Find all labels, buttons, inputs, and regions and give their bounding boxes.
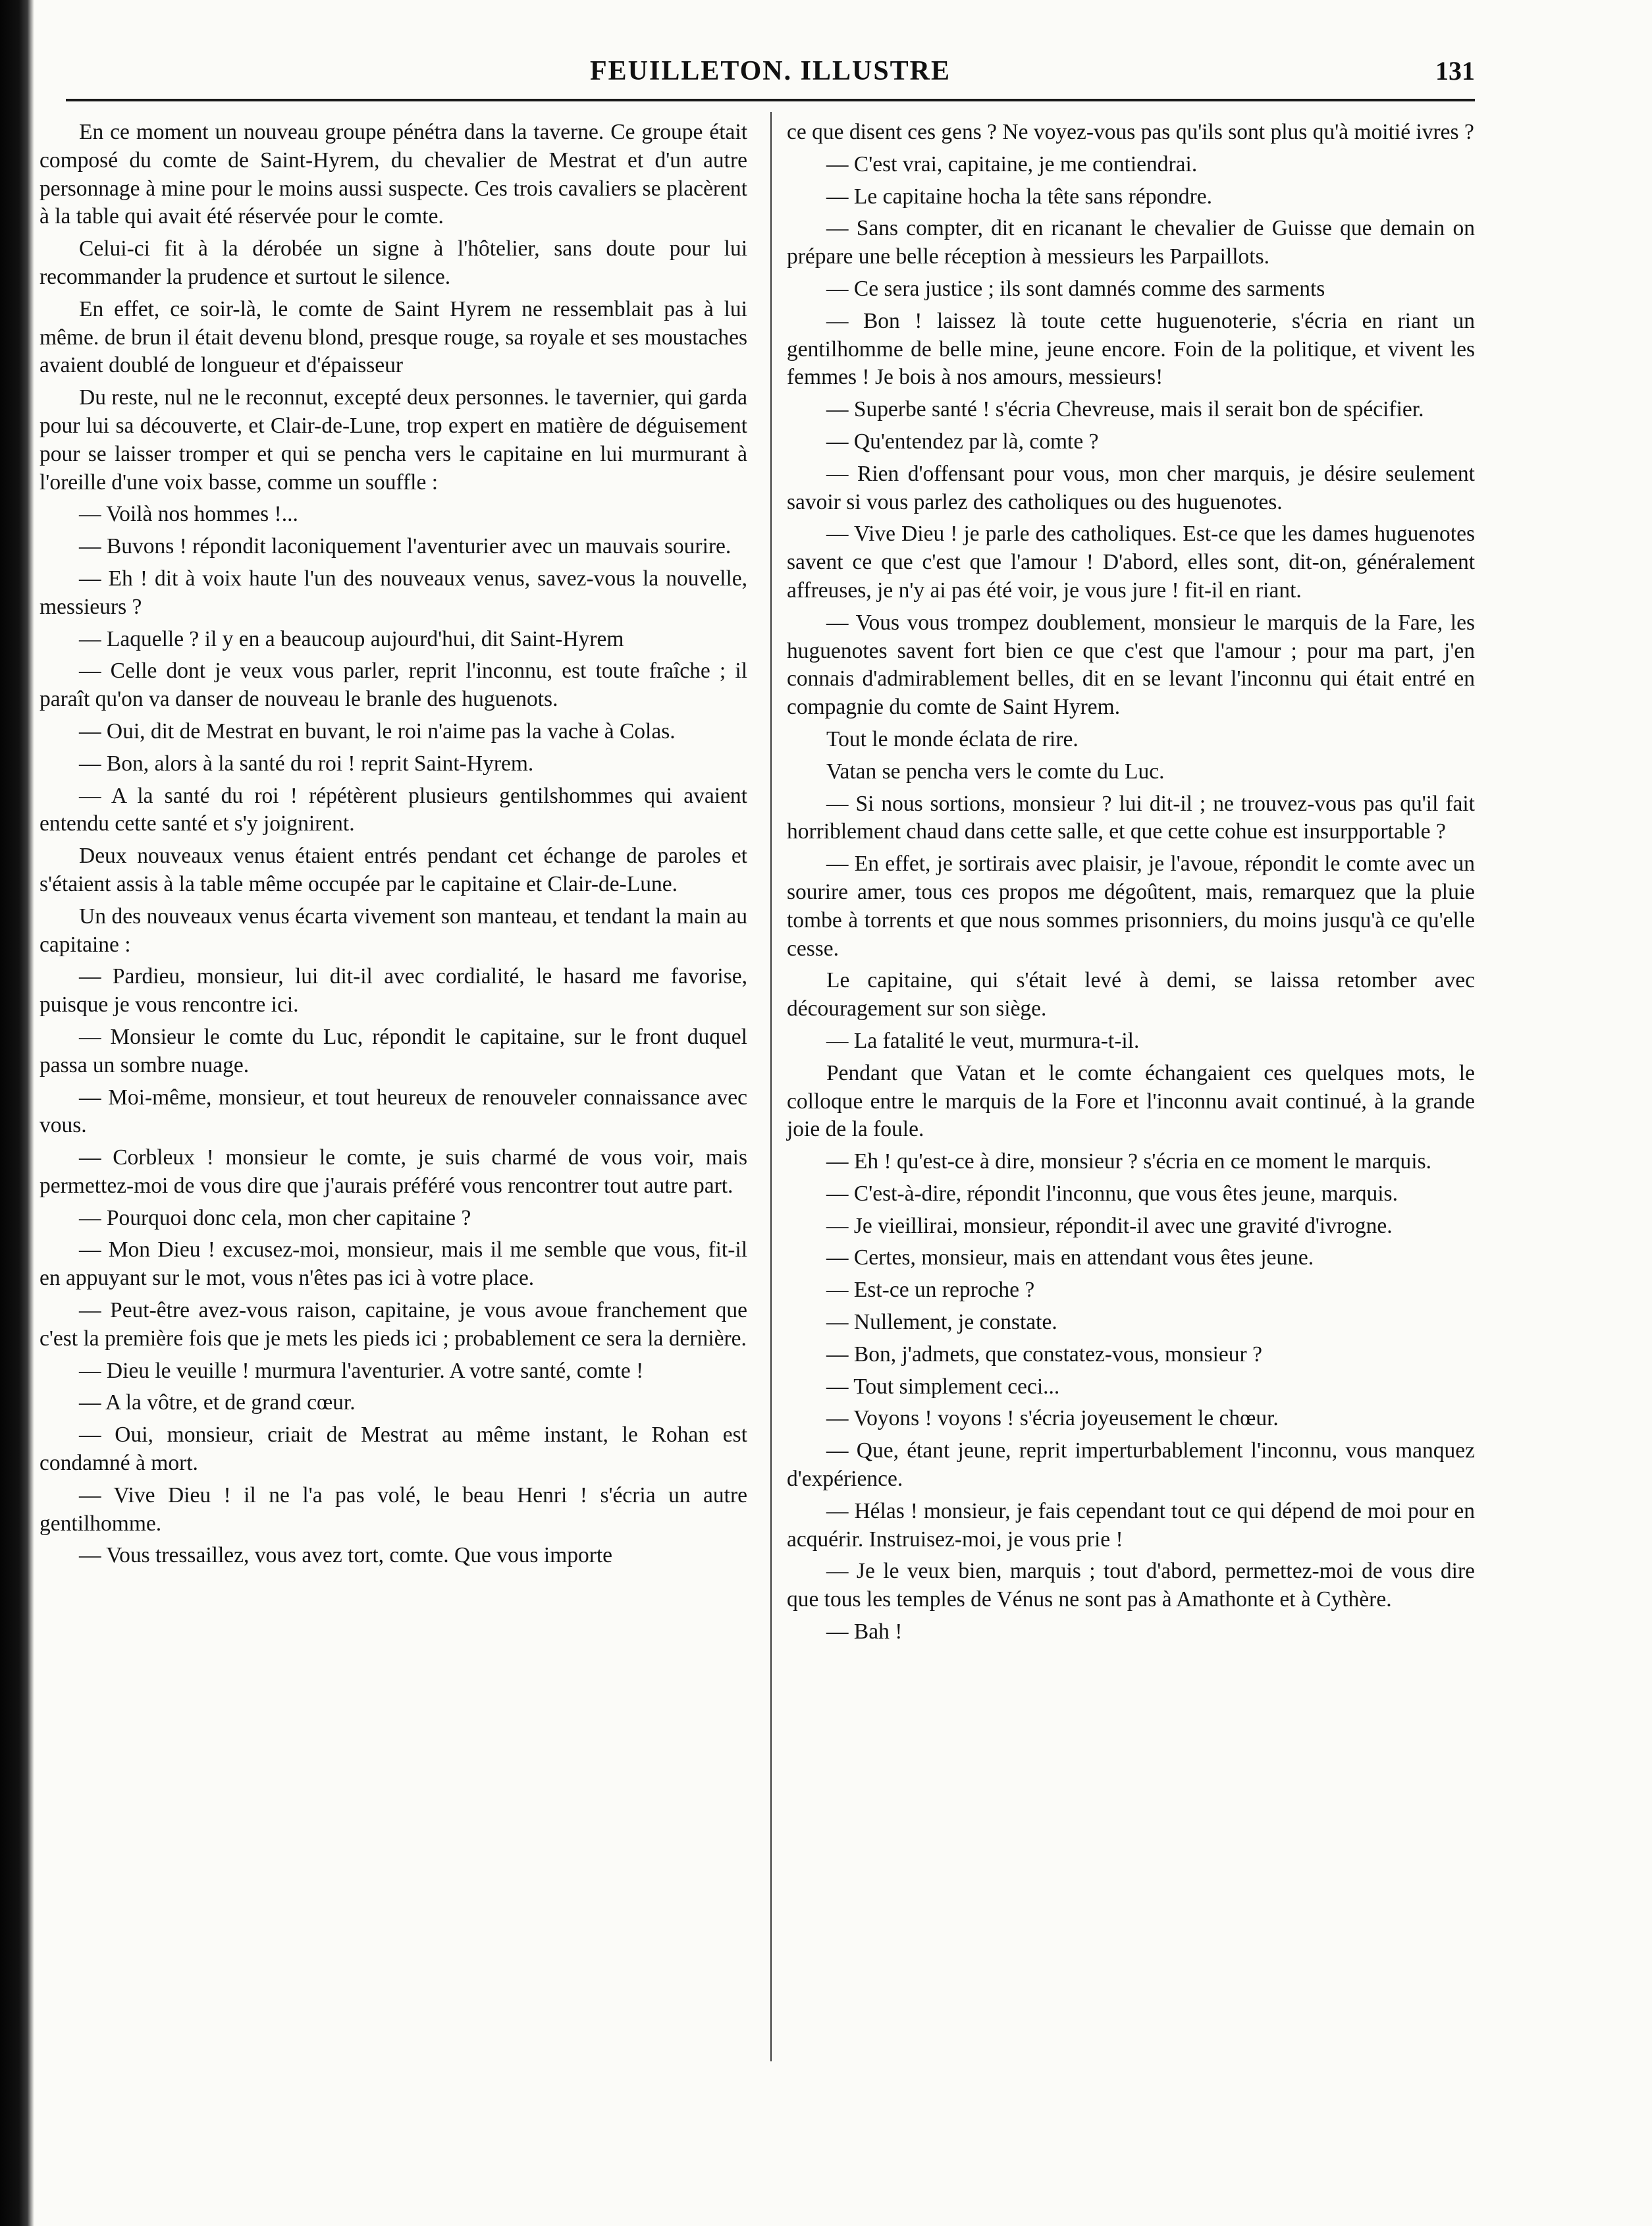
paragraph: — Moi-même, monsieur, et tout heureux de renouveler connaissance avec vous. (40, 1085, 747, 1138)
paragraph: — Je vieillirai, monsieur, répondit-il avec une gravité d'ivrogne. (826, 1213, 1393, 1238)
paragraph: — Ce sera justice ; ils sont damnés comme des sarments (826, 276, 1325, 301)
paragraph: — Bon ! laissez là toute cette huguenoterie, s'écria en riant un gentilhomme de belle mine, jeune encore. Foin de la politique, et vivent les femmes ! Je bois à nos amours, messieurs! (787, 308, 1475, 390)
paragraph: — Sans compter, dit en ricanant le chevalier de Guisse que demain on prépare une belle réception à messieurs les Parpaillots. (787, 216, 1475, 269)
paragraph: Du reste, nul ne le reconnut, excepté deux personnes. le tavernier, qui garda pour lui sa découverte, et Clair-de-Lune, trop expert en matière de déguisement pour se laisser tromper et qui se pencha vers le capitaine en lui murmurant à l'oreille d'une voix basse, comme un souffle : (40, 385, 747, 495)
paragraph: — Dieu le veuille ! murmura l'aventurier. A votre santé, comte ! (79, 1358, 644, 1383)
paragraph: Deux nouveaux venus étaient entrés pendant cet échange de paroles et s'étaient assis à la table même occupée par le capitaine et Clair-de-Lune. (40, 844, 747, 896)
paragraph: — Nullement, je constate. (826, 1310, 1057, 1335)
paragraph: — Si nous sortions, monsieur ? lui dit-il ; ne trouvez-vous pas qu'il fait horriblement chaud dans cette salle, et que cette cohue est insurpportable ? (787, 791, 1475, 844)
paragraph: — Pourquoi donc cela, mon cher capitaine ? (79, 1205, 471, 1230)
paragraph: — Rien d'offensant pour vous, mon cher marquis, je désire seulement savoir si vous parlez des catholiques ou des huguenotes. (787, 461, 1475, 514)
paragraph: — Je le veux bien, marquis ; tout d'abord, permettez-moi de vous dire que tous les temples de Vénus ne sont pas à Amathonte et à Cythère. (787, 1559, 1475, 1612)
paragraph: — Voyons ! voyons ! s'écria joyeusement le chœur. (826, 1406, 1279, 1431)
paragraph: — Vive Dieu ! je parle des catholiques. Est-ce que les dames huguenotes savent ce que c'est que l'amour ! D'abord, elles sont, dit-on, généralement affreuses, je n'y ai pas été voir, je vous jure ! fit-il en riant. (787, 522, 1475, 603)
page-header (66, 55, 1475, 101)
paragraph: — En effet, je sortirais avec plaisir, je l'avoue, répondit le comte avec un sourire amer, tous ces propos me dégoûtent, mais, remarquez que la pluie tombe à torrents et que nous sommes prisonniers, du moins jusqu'à ce qu'elle cesse. (787, 852, 1475, 961)
paragraph: — Certes, monsieur, mais en attendant vous êtes jeune. (826, 1245, 1314, 1270)
paragraph: — Est-ce un reproche ? (826, 1278, 1035, 1303)
paragraph: Un des nouveaux venus écarta vivement son manteau, et tendant la main au capitaine : (40, 904, 747, 957)
paragraph: — Laquelle ? il y en a beaucoup aujourd'hui, dit Saint-Hyrem (79, 626, 624, 651)
paragraph: — Qu'entendez par là, comte ? (826, 429, 1099, 454)
binding-shadow (0, 0, 34, 2226)
page-number: 131 (1435, 56, 1475, 86)
paragraph: — C'est-à-dire, répondit l'inconnu, que vous êtes jeune, marquis. (826, 1181, 1398, 1206)
paragraph: — Vive Dieu ! il ne l'a pas volé, le beau Henri ! s'écria un autre gentilhomme. (40, 1482, 747, 1536)
paragraph: — Bon, alors à la santé du roi ! reprit Saint-Hyrem. (79, 751, 534, 776)
paragraph: En ce moment un nouveau groupe pénétra dans la taverne. Ce groupe était composé du comte de Saint-Hyrem, du chevalier de Mestrat et d'un autre personnage à mine pour le moins aussi suspecte. Ces trois cavaliers se placèrent à la table qui avait été réservée pour le comte. (40, 120, 747, 229)
paragraph: — Celle dont je veux vous parler, reprit l'inconnu, est toute fraîche ; il paraît qu'on va danser de nouveau le branle des huguenots. (40, 659, 747, 712)
paragraph: ce que disent ces gens ? Ne voyez-vous pas qu'ils sont plus qu'à moitié ivres ? (787, 120, 1474, 144)
paragraph: — Hélas ! monsieur, je fais cependant tout ce qui dépend de moi pour en acquérir. Instruisez-moi, je vous prie ! (787, 1498, 1475, 1552)
right-column (787, 119, 1475, 1650)
paragraph: En effet, ce soir-là, le comte de Saint Hyrem ne ressemblait pas à lui même. de brun il était devenu blond, presque rouge, sa royale et ses moustaches avaient doublé de longueur et d'épaisseur (40, 296, 747, 378)
paragraph: — Peut-être avez-vous raison, capitaine, je vous avoue franchement que c'est la première fois que je mets les pieds ici ; probablement ce sera la dernière. (40, 1298, 747, 1351)
paragraph: Tout le monde éclata de rire. (826, 726, 1079, 751)
header-rule (66, 99, 1475, 101)
paragraph: — C'est vrai, capitaine, je me contiendrai. (826, 151, 1198, 176)
paragraph: — Que, étant jeune, reprit imperturbablement l'inconnu, vous manquez d'expérience. (787, 1438, 1475, 1492)
paragraph: — Buvons ! répondit laconiquement l'aventurier avec un mauvais sourire. (79, 534, 732, 559)
paragraph: Celui-ci fit à la dérobée un signe à l'hôtelier, sans doute pour lui recommander la prudence et surtout le silence. (40, 236, 747, 289)
paragraph: — Oui, dit de Mestrat en buvant, le roi n'aime pas la vache à Colas. (79, 719, 676, 744)
paragraph: — Tout simplement ceci... (826, 1374, 1060, 1399)
paragraph: — Monsieur le comte du Luc, répondit le capitaine, sur le front duquel passa un sombre nuage. (40, 1024, 747, 1077)
running-title: FEUILLETON. ILLUSTRE (589, 56, 951, 86)
paragraph: — Mon Dieu ! excusez-moi, monsieur, mais il me semble que vous, fit-il en appuyant sur le mot, vous n'êtes pas ici à votre place. (40, 1237, 747, 1291)
paragraph: — A la santé du roi ! répétèrent plusieurs gentilshommes qui avaient entendu cette santé et s'y joignirent. (40, 783, 747, 836)
paragraph: Vatan se pencha vers le comte du Luc. (826, 759, 1165, 784)
paragraph: — Pardieu, monsieur, lui dit-il avec cordialité, le hasard me favorise, puisque je vous rencontre ici. (40, 964, 747, 1018)
paragraph: — Corbleux ! monsieur le comte, je suis charmé de vous voir, mais permettez-moi de vous dire que j'aurais préféré vous rencontrer tout autre part. (40, 1145, 747, 1198)
paragraph: — Superbe santé ! s'écria Chevreuse, mais il serait bon de spécifier. (826, 397, 1424, 422)
paragraph: — Vous tressaillez, vous avez tort, comte. Que vous importe (79, 1543, 613, 1568)
paragraph: — La fatalité le veut, murmura-t-il. (826, 1028, 1140, 1053)
column-divider (770, 112, 772, 2061)
left-column (40, 119, 747, 1574)
paragraph: — Bon, j'admets, que constatez-vous, monsieur ? (826, 1342, 1262, 1367)
paragraph: — A la vôtre, et de grand cœur. (79, 1390, 356, 1415)
paragraph: — Eh ! qu'est-ce à dire, monsieur ? s'écria en ce moment le marquis. (826, 1149, 1432, 1174)
paragraph: Le capitaine, qui s'était levé à demi, se laissa retomber avec découragement sur son siège. (787, 968, 1475, 1021)
paragraph: — Voilà nos hommes !... (79, 502, 298, 527)
paragraph: — Oui, monsieur, criait de Mestrat au même instant, le Rohan est condamné à mort. (40, 1423, 747, 1476)
paragraph: Pendant que Vatan et le comte échangaient ces quelques mots, le colloque entre le marquis de la Fore et l'inconnu avait continué, à la grande joie de la foule. (787, 1060, 1475, 1142)
paragraph: — Eh ! dit à voix haute l'un des nouveaux venus, savez-vous la nouvelle, messieurs ? (40, 566, 747, 619)
paragraph: — Le capitaine hocha la tête sans répondre. (826, 184, 1212, 209)
paragraph: — Bah ! (826, 1619, 903, 1644)
paragraph: — Vous vous trompez doublement, monsieur le marquis de la Fare, les huguenotes savent fort bien ce que c'est que l'amour ; pour ma part, j'en connais d'admirablement belles, dit en se levant l'inconnu qui était entré en compagnie du comte de Saint Hyrem. (787, 610, 1475, 720)
